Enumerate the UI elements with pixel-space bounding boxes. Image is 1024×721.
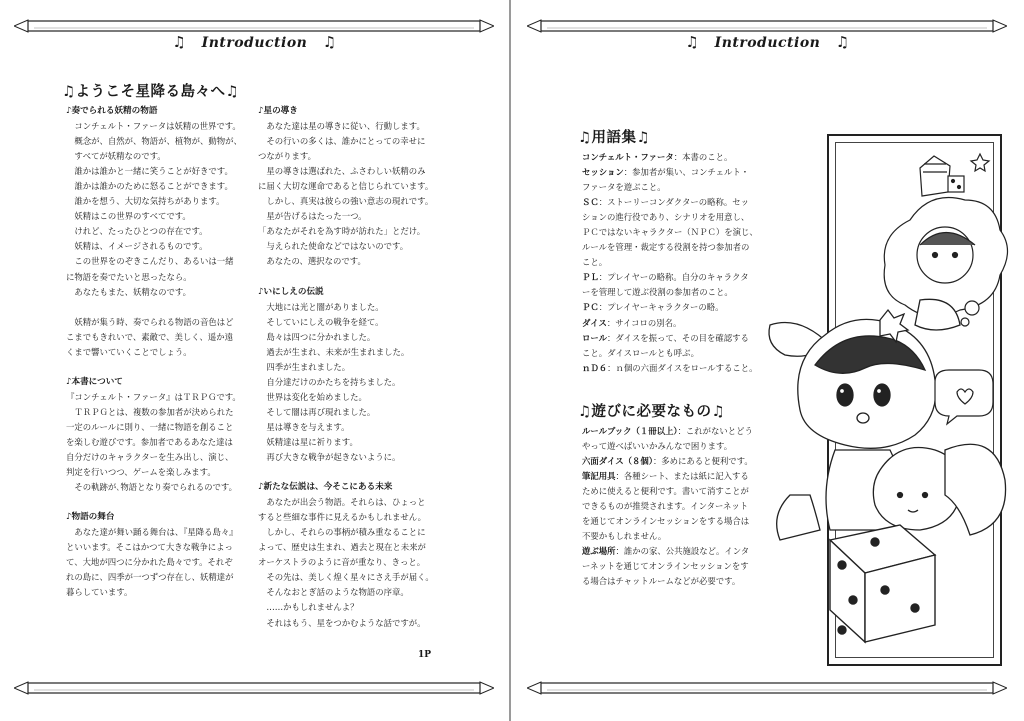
page-header-title bbox=[0, 33, 509, 51]
glossary-term: コンチェルト・ファータ bbox=[582, 152, 674, 162]
requirements-list bbox=[582, 424, 760, 590]
section-title: ♪新たな伝説は、今そこにある未来 bbox=[258, 482, 393, 493]
section-title: ♪物語の舞台 bbox=[66, 512, 115, 523]
requirement-term: ルールブック（１冊以上） bbox=[582, 426, 678, 436]
requirements-heading: ♫遊びに必要なもの♫ bbox=[578, 404, 725, 420]
left-column-1 bbox=[66, 104, 252, 600]
glossary-term: ＰＣ bbox=[582, 302, 599, 313]
section-title: ♪本書について bbox=[66, 376, 123, 387]
bottom-ribbon-ornament bbox=[14, 680, 494, 696]
glossary-definition: ：ダイスを振って、その目を確認する こと。ダイスロールとも呼ぶ。 bbox=[582, 332, 749, 358]
requirement-entry bbox=[582, 544, 760, 589]
left-column-2 bbox=[258, 104, 444, 631]
glossary-entry bbox=[582, 270, 760, 300]
glossary-term: ＰＬ bbox=[582, 272, 599, 283]
section-body: 妖精が集う時、奏でられる物語の音色はど こまでもきれいで、素敵で、美しく、遥か遠 くまで響いていくことでしょう。 bbox=[66, 316, 234, 357]
top-ribbon-ornament bbox=[14, 18, 494, 34]
glossary-definition: ：参加者が集い、コンチェルト・ ファータを遊ぶこと。 bbox=[582, 167, 750, 193]
requirement-definition: ：多めにあると便利です。 bbox=[652, 456, 753, 467]
left-page bbox=[0, 0, 509, 721]
glossary-entry bbox=[582, 165, 760, 195]
section-body: あなた達は星の導きに従い、行動します。 その行いの多くは、誰かにとっての幸せに つながります。 星の導きは選ばれた、ふさわしい妖精のみ に届く大切な運命であると信じられています。 しかし、真実は彼らの強い意志の現れです。 星が告げるはたった一つ。 「あなたがそれを為す時が訪れた」とだけ。 与えられた使命などではないのです。 あなたの、選択なのです。 bbox=[258, 121, 434, 267]
glossary-entry bbox=[582, 331, 760, 361]
glossary-term: ｎＤ６ bbox=[582, 362, 608, 373]
requirement-entry bbox=[582, 424, 760, 454]
section-body: 大地には光と闇がありました。 そしていにしえの戦争を経て。 島々は四つに分かれました。 過去が生まれ、未来が生まれました。 四季が生まれました。 自分達だけのかたちを持ちました。 世界は変化を始めました。 そして闇は再び現れました。 星は導きを与えます。 妖精達は星に祈ります。 再び大きな戦争が起きないように。 bbox=[266, 301, 410, 463]
page-number: 1P bbox=[418, 650, 432, 660]
requirement-definition: ：各種シート、または紙に記入する ために使えると便利です。書いて消すことが できるものが推奨されます。インターネット を通じてオンラインセッションをする場合は 不要かもしれません。 bbox=[582, 471, 750, 542]
section-body: あなた達が舞い踊る舞台は、『星降る島々』 といいます。そこはかつて大きな戦争によっ て、大地が四つに分かれた島々です。それぞ れの島に、四季が一つずつ存在し、妖精達が 暮らしています。 bbox=[66, 527, 238, 598]
requirement-definition: ：これがないとどう やって遊べばいいかみんなで困ります。 bbox=[582, 426, 753, 452]
glossary-term: ロール bbox=[582, 332, 607, 343]
glossary-definition: ：プレイヤーキャラクターの略。 bbox=[598, 302, 724, 313]
glossary-definition: ：プレイヤーの略称。自分のキャラクタ ーを管理して遊ぶ役割の参加者のこと。 bbox=[582, 272, 749, 298]
bottom-ribbon-ornament bbox=[527, 680, 1007, 696]
section-title: ♪いにしえの伝説 bbox=[258, 286, 324, 297]
requirement-entry bbox=[582, 469, 760, 544]
glossary-list bbox=[582, 150, 760, 376]
glossary-definition: ：ｎ個の六面ダイスをロールすること。 bbox=[607, 362, 758, 373]
section-body: あなたが出会う物語。それらは、ひょっと すると些細な事件に見えるかもしれません。 しかし、それらの事柄が積み重なることに よって、歴史は生まれ、過去と現在と未来が オーケストラのように音が重なり、きっと。 その先は、美しく煌く星々にさえ手が届く。 そんなおとぎ話のような物語の序章。 ……かもしれませんよ？ それはもう、星をつかむような話ですが。 bbox=[258, 497, 434, 628]
top-ribbon-ornament bbox=[527, 18, 1007, 34]
requirement-entry bbox=[582, 454, 760, 469]
music-note-icon: ♫ bbox=[172, 33, 187, 51]
glossary-entry bbox=[582, 361, 760, 376]
glossary-term: ＳＣ bbox=[582, 197, 599, 208]
music-note-icon: ♫ bbox=[685, 33, 700, 51]
section-title: ♪奏でられる妖精の物語 bbox=[66, 106, 158, 116]
requirement-term: 遊ぶ場所 bbox=[582, 546, 616, 557]
header-text: Introduction bbox=[201, 35, 308, 51]
requirement-term: 筆記用具 bbox=[582, 471, 616, 482]
page-header-title bbox=[511, 33, 1024, 51]
header-text: Introduction bbox=[714, 35, 821, 51]
music-note-icon: ♫ bbox=[322, 33, 337, 51]
glossary-term: ダイス bbox=[582, 317, 607, 328]
fairy-illustration bbox=[760, 150, 1010, 670]
glossary-entry bbox=[582, 195, 760, 270]
requirement-term: 六面ダイス（８個） bbox=[582, 456, 653, 467]
glossary-definition: ：ストーリーコンダクターの略称。セッ ションの進行役であり、シナリオを用意し、 ＰＣではないキャラクター（ＮＰＣ）を演じ、 ルールを管理・裁定する役割を持つ参加者の こと。 bbox=[582, 197, 758, 268]
squirrel-creature bbox=[873, 444, 1005, 535]
dice-icon bbox=[830, 525, 935, 642]
music-note-icon: ♫ bbox=[835, 33, 850, 51]
glossary-definition: ：本書のこと。 bbox=[673, 152, 733, 162]
section-body: 『コンチェルト・ファータ』はＴＲＰＧです。 ＴＲＰＧとは、複数の参加者が決められた 一定のルールに則り、一緒に物語を創ること を楽しむ遊びです。参加者であるあなた達は 自分だけのキャラクターを生み出し、演じ、 判定を行いつつ、ゲームを楽しみます。 その軌跡が､物語となり奏でられるのです。 bbox=[66, 391, 241, 493]
heart-speech-bubble bbox=[935, 370, 993, 424]
welcome-heading: ♫ようこそ星降る島々へ♫ bbox=[62, 84, 239, 100]
thought-bubble-creature bbox=[884, 154, 1007, 326]
section-title: ♪星の導き bbox=[258, 106, 298, 116]
glossary-entry bbox=[582, 150, 760, 165]
requirement-definition: ：誰かの家、公共施設など。インタ ーネットを通じてオンラインセッションをす る場合はチャットルームなどが必要です。 bbox=[582, 546, 750, 587]
glossary-heading: ♫用語集♫ bbox=[578, 130, 650, 146]
glossary-term: セッション bbox=[582, 167, 624, 178]
glossary-entry bbox=[582, 316, 760, 331]
glossary-definition: ：サイコロの別名。 bbox=[606, 317, 682, 328]
section-body: コンチェルト・ファータは妖精の世界です。 概念が、自然が、物語が、植物が、動物が、 すべてが妖精なのです。 誰かは誰かと一緒に笑うことが好きです。 誰かは誰かのために怒ることができます。 誰かを想う、大切な気持ちがあります。 妖精はこの世界のすべてです。 けれど、たったひとつの存在です。 妖精は、イメージされるものです。 この世界をのぞきこんだり、あるいは一緒 に物語を奏でたいと思ったなら。 あなたもまた、妖精なのです。 bbox=[66, 121, 242, 297]
glossary-entry bbox=[582, 300, 760, 315]
